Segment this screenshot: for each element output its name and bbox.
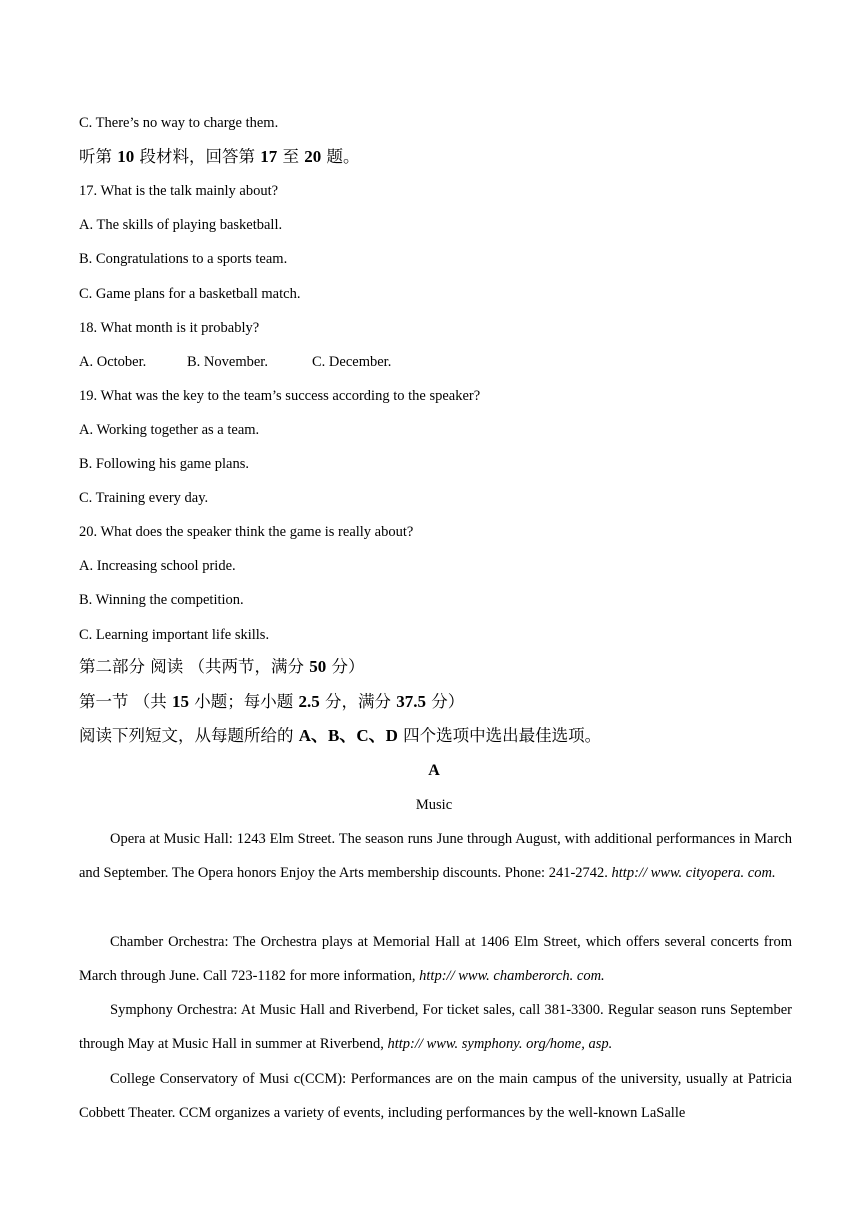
question-20-option-a: A. Increasing school pride. [79,558,236,574]
question-19-option-a: A. Working together as a team. [79,422,260,438]
question-19-option-b: B. Following his game plans. [79,456,249,472]
question-18-option-a: A. October. [79,354,147,370]
prev-question-option-c: C. There’s no way to charge them. [79,115,279,131]
question-20-option-b: B. Winning the competition. [79,592,244,608]
question-18-option-c: C. December. [312,354,392,370]
chamber-link: http:// www. chamberorch. com. [419,968,605,985]
question-19-option-c: C. Training every day. [79,490,209,506]
opera-link: http:// www. cityopera. com. [611,865,776,882]
passage-label: A [428,762,440,779]
question-17-option-a: A. The skills of playing basketball. [79,217,283,233]
question-18-stem: 18. What month is it probably? [79,320,260,336]
question-20-option-c: C. Learning important life skills. [79,627,270,643]
question-20-stem: 20. What does the speaker think the game is really about? [79,524,414,540]
passage-title: Music [415,797,453,813]
reading-instruction: 阅读下列短文，从每题所给的 A、B、C、D 四个选项中选出最佳选项。 [79,726,602,745]
symphony-link: http:// www. symphony. org/home, asp. [387,1036,613,1053]
question-17-stem: 17. What is the talk mainly about? [79,183,279,199]
passage-paragraph-symphony: Symphony Orchestra: At Music Hall and Riverbend, For ticket sales, call 381-3300. Regular season runs September through May at Music Hall in summer at Riverbend, http:// www. symphony. org/home, asp. [79,1002,792,1053]
question-17-option-c: C. Game plans for a basketball match. [79,286,301,302]
section-1-heading: 第一节 （共 15 小题；每小题 2.5 分，满分 37.5 分） [79,692,465,711]
passage-paragraph-chamber: Chamber Orchestra: The Orchestra plays at Memorial Hall at 1406 Elm Street, which offers several concerts from March through June. Call 723-1182 for more information, http:// www. chamberorch. com. [79,934,792,985]
question-19-stem: 19. What was the key to the team’s success according to the speaker? [79,388,481,404]
question-17-option-b: B. Congratulations to a sports team. [79,251,288,267]
section-10-heading: 听第 10 段材料，回答第 17 至 20 题。 [79,147,360,166]
question-18-option-b: B. November. [187,354,268,370]
passage-paragraph-opera: Opera at Music Hall: 1243 Elm Street. The season runs June through August, with additional performances in March and September. The Opera honors Enjoy the Arts membership discounts. Phone: 241-2742. http:// www. cityopera. com. [79,831,792,882]
part-2-heading: 第二部分 阅读 （共两节，满分 50 分） [79,657,365,676]
passage-paragraph-ccm: College Conservatory of Musi c(CCM): Performances are on the main campus of the university, usually at Patricia Cobbett Theater. CCM organizes a variety of events, including performances by the well-known LaSalle [79,1071,792,1122]
